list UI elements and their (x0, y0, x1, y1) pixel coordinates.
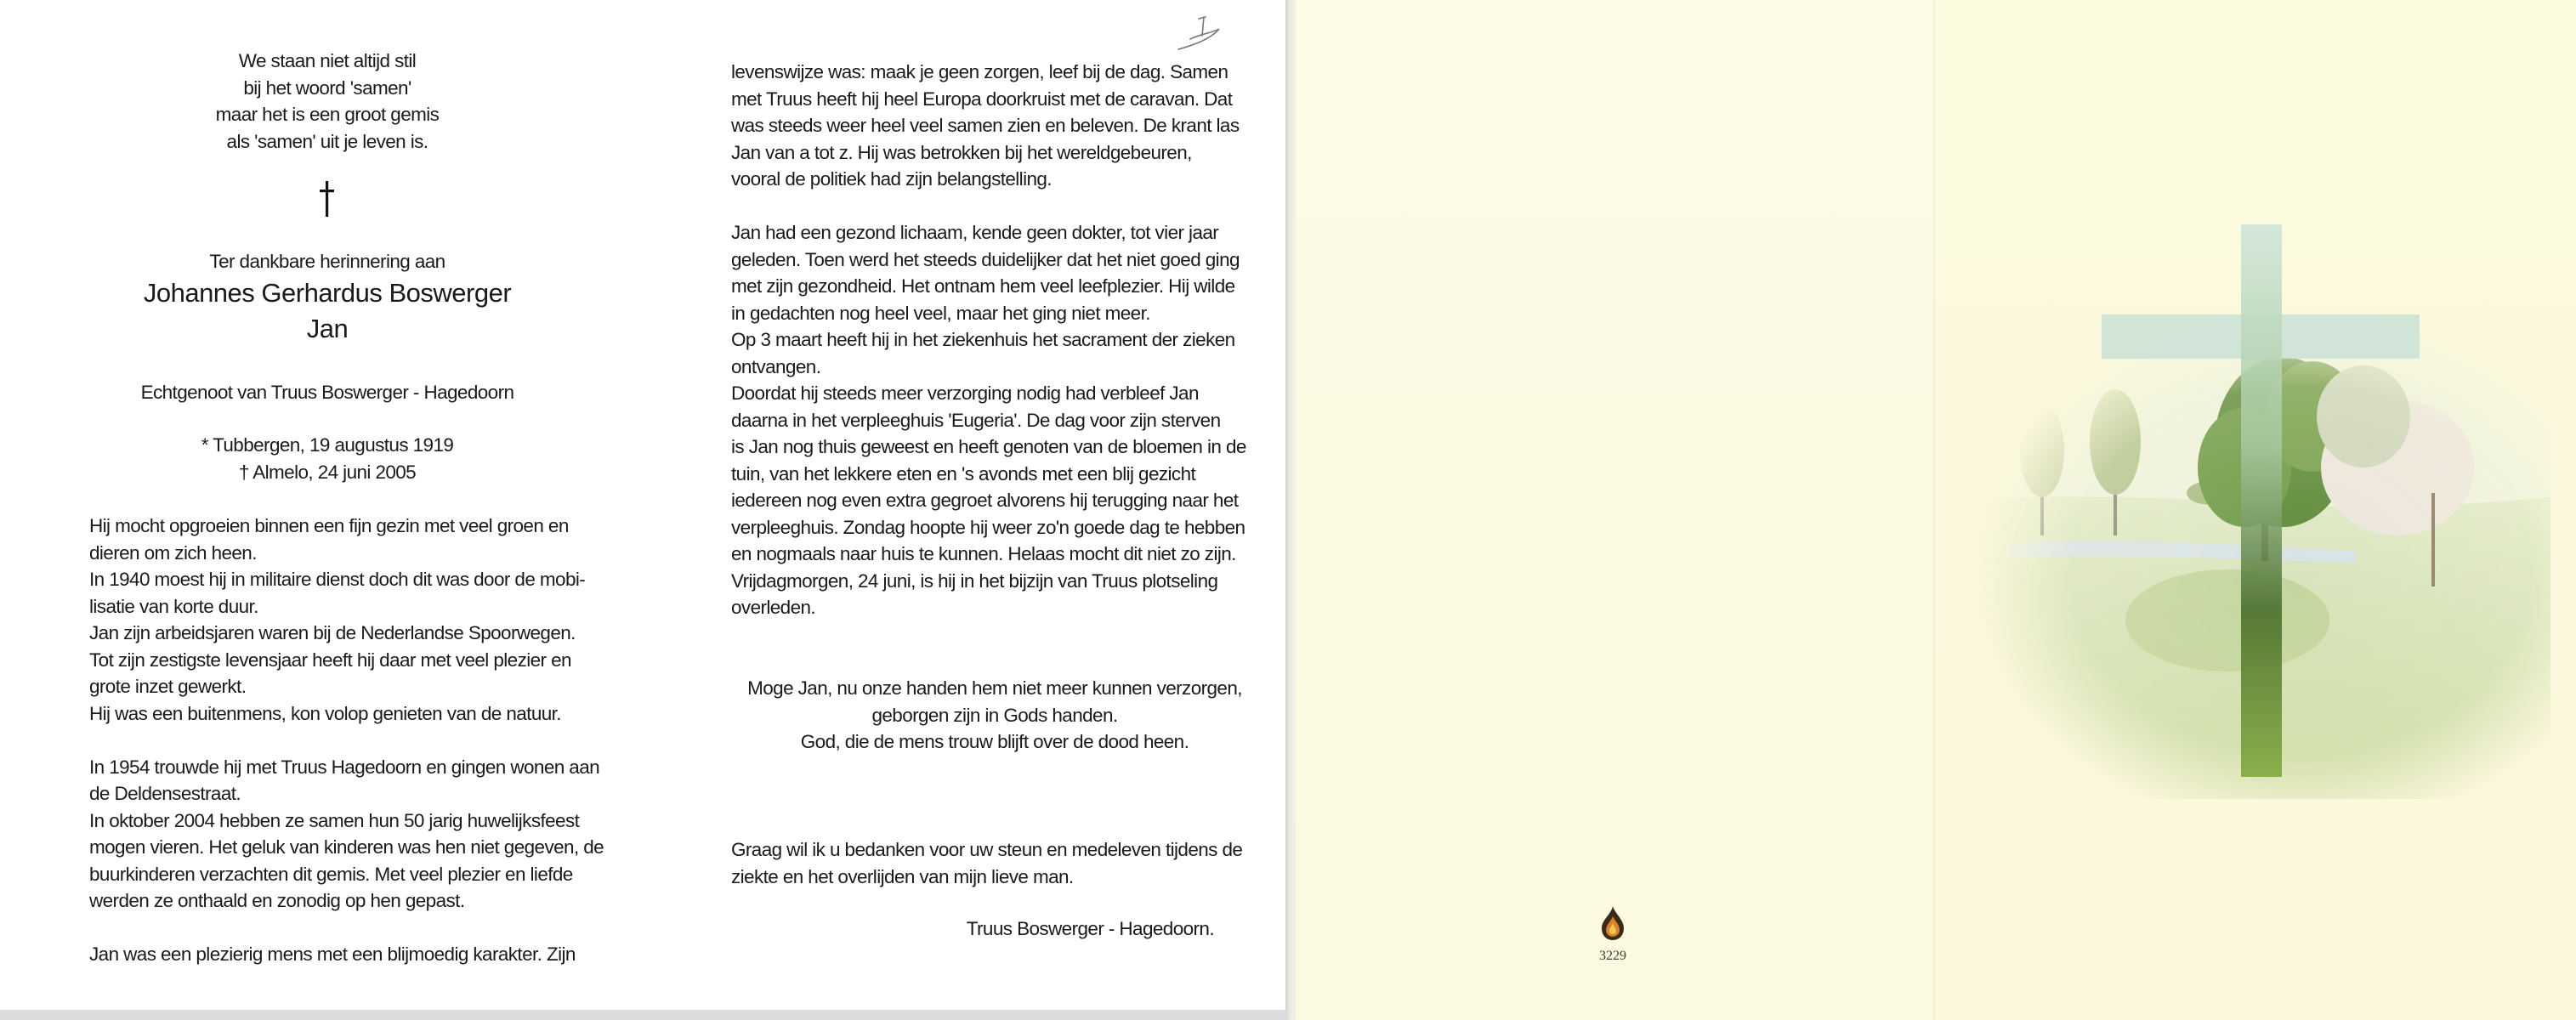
bio-line: Hij mocht opgroeien binnen een fijn gezin met veel groen en (89, 515, 569, 536)
bio-line: en nogmaals naar huis te kunnen. Helaas mocht dit niet zo zijn. (731, 543, 1236, 564)
bio-line: Doordat hij steeds meer verzorging nodig had verbleef Jan (731, 382, 1199, 404)
bio-line: grote inzet gewerkt. (89, 676, 247, 697)
bio-line: was steeds weer heel veel samen zien en beleven. De krant las (731, 115, 1240, 136)
prayer-line: geborgen zijn in Gods handen. (871, 704, 1118, 726)
bio-line: is Jan nog thuis geweest en heeft genoten van de bloemen in de (731, 436, 1246, 457)
biography-right (731, 59, 1246, 621)
bio-line: in gedachten nog heel veel, maar het ging niet meer. (731, 302, 1150, 324)
bio-line: daarna in het verpleeghuis 'Eugeria'. De dag voor zijn sterven (731, 409, 1221, 431)
bio-line: In 1954 trouwde hij met Truus Hagedoorn en gingen wonen aan (89, 756, 600, 778)
signature: Truus Boswerger - Hagedoorn. (966, 918, 1214, 939)
bio-line: Jan had een gezond lichaam, kende geen dokter, tot vier jaar (731, 222, 1219, 243)
card-edge-shadow (1285, 0, 1296, 1020)
birth-line: * Tubbergen, 19 augustus 1919 (201, 434, 454, 456)
dedication-line: Ter dankbare herinnering aan (209, 251, 445, 272)
thanks-text (731, 836, 1241, 890)
bio-line: In oktober 2004 hebben ze samen hun 50 jarig huwelijksfeest (89, 809, 580, 831)
cover-fold-line (1933, 0, 1935, 1020)
poem-line: als 'samen' uit je leven is. (226, 130, 428, 152)
bio-line: lisatie van korte duur. (89, 595, 258, 617)
bio-line: tuin, van het lekkere eten en 's avonds met een blij gezicht (731, 462, 1196, 484)
bio-line: dieren om zich heen. (89, 541, 257, 564)
bio-line: Jan zijn arbeidsjaren waren bij de Nederlandse Spoorwegen. (89, 622, 576, 643)
bio-line: Jan van a tot z. Hij was betrokken bij het wereldgebeuren, (731, 141, 1192, 163)
prayer (714, 675, 1275, 756)
bio-line: Tot zijn zestigste levensjaar heeft hij daar met veel plezier en (89, 649, 571, 671)
print-number: 3229 (1599, 949, 1626, 963)
biography-left (89, 513, 604, 968)
bio-line: de Deldensestraat. (89, 783, 241, 804)
thanks-line: Graag wil ik u bedanken voor uw steun en medeleven tijdens de (731, 839, 1243, 860)
bio-line: verpleeghuis. Zondag hoopte hij weer zo'n goede dag te hebben (731, 516, 1245, 538)
bio-line: iedereen nog even extra gegroet alvorens hij terugging naar het (731, 490, 1239, 511)
poem-line: bij het woord 'samen' (243, 76, 411, 99)
bio-line: mogen vieren. Het geluk van kinderen was hen niet gegeven, de (89, 836, 604, 858)
bio-line: Jan was een plezierig mens met een blijmoedig karakter. Zijn (89, 944, 576, 965)
death-line: † Almelo, 24 juni 2005 (238, 461, 417, 483)
cross-icon (316, 180, 338, 219)
bio-line: geleden. Toen werd het steeds duidelijker dat het niet goed ging (731, 248, 1240, 270)
deceased-nickname: Jan (306, 314, 349, 343)
bio-line: Vrijdagmorgen, 24 juni, is hij in het bijzijn van Truus plotseling (731, 570, 1218, 592)
bio-line (89, 915, 582, 942)
prayer-line: Moge Jan, nu onze handen hem niet meer kunnen verzorgen, (747, 677, 1242, 699)
deceased-full-name: Johannes Gerhardus Boswerger (143, 278, 512, 308)
poem (72, 48, 582, 155)
bio-line: met Truus heeft hij heel Europa doorkruist met de caravan. Dat (731, 88, 1233, 110)
bio-line: ontvangen. (731, 355, 821, 377)
bio-line: levenswijze was: maak je geen zorgen, leef bij de dag. Samen (731, 61, 1228, 82)
bio-line: werden ze onthaald en zonodig op hen gepast. (89, 890, 465, 911)
poem-line: We staan niet altijd stil (238, 50, 417, 71)
bio-line: overleden. (731, 597, 816, 618)
publisher-logo (1593, 904, 1632, 944)
back-cover-panel (1294, 0, 1933, 1020)
bio-line: met zijn gezondheid. Het ontnam hem veel leefplezier. Hij wilde (731, 275, 1235, 297)
bio-line: Hij was een buitenmens, kon volop genieten van de natuur. (89, 702, 561, 724)
spouse-line: Echtgenoot van Truus Boswerger - Hagedoorn (140, 382, 514, 403)
scan-bottom-edge (0, 1010, 1288, 1020)
bio-line: In 1940 moest hij in militaire dienst doch dit was door de mobi- (89, 569, 586, 590)
poem-line: maar het is een groot gemis (215, 104, 440, 125)
bio-line (731, 193, 1241, 220)
cross-illustration (2102, 224, 2420, 777)
bio-line: vooral de politiek had zijn belangstelling. (731, 168, 1052, 190)
prayer-line: God, die de mens trouw blijft over de dood heen. (800, 731, 1189, 752)
thanks-line: ziekte en het overlijden van mijn lieve man. (731, 865, 1074, 887)
bio-line: buurkinderen verzachten dit gemis. Met veel plezier en liefde (89, 863, 573, 885)
bio-line (89, 727, 582, 754)
bio-line: Op 3 maart heeft hij in het ziekenhuis het sacrament der zieken (731, 329, 1235, 350)
handwritten-mark (1172, 14, 1231, 61)
life-dates (72, 432, 582, 485)
